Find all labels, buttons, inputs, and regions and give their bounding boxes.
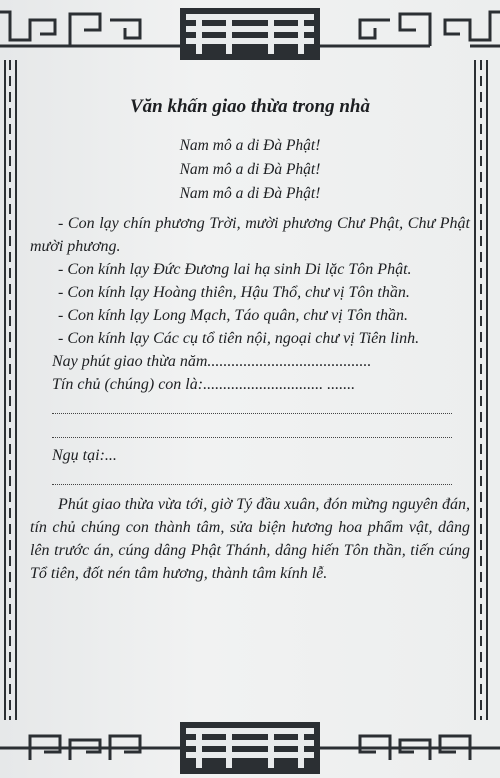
prayer-text: [30, 96, 470, 601]
blank-dotted-line: [52, 396, 452, 414]
invocation-line: Nam mô a di Đà Phật!: [179, 161, 321, 178]
prayer-paragraph: - Con kính lạy Đức Đương lai hạ sinh Di lặc Tôn Phật.: [58, 261, 412, 278]
fill-line-year: Nay phút giao thừa năm.........................................: [52, 353, 372, 370]
closing-paragraph: Phút giao thừa vừa tới, giờ Tý đầu xuân, đón mừng nguyên đán, tín chủ chúng con thành tâm, sửa biện hương hoa phẩm vật, dâng lên trước án, cúng dâng Phật Thánh, dâng hiến Tôn thần, tiến cúng Tổ tiên, đốt nén tâm hương, thành tâm kính lễ.: [30, 496, 470, 582]
blank-dotted-line: [52, 467, 452, 485]
prayer-paragraph: - Con kính lạy Hoàng thiên, Hậu Thổ, chư vị Tôn thần.: [58, 284, 410, 301]
invocation-line: Nam mô a di Đà Phật!: [179, 137, 321, 154]
page-title: Văn khấn giao thừa trong nhà: [129, 96, 370, 117]
blank-dotted-line: [52, 420, 452, 438]
ornamental-border-bottom: [0, 718, 500, 778]
ornamental-border-right: [472, 60, 490, 720]
prayer-paragraph: - Con kính lạy Các cụ tổ tiên nội, ngoại chư vị Tiên linh.: [58, 330, 420, 347]
prayer-paragraph: - Con lạy chín phương Trời, mười phương Chư Phật, Chư Phật mười phương.: [30, 215, 470, 255]
ornamental-border-top: [0, 0, 500, 70]
invocation-line: Nam mô a di Đà Phật!: [179, 185, 321, 202]
fill-line-believer: Tín chủ (chúng) con là:.............................. .......: [52, 376, 356, 393]
invocation-block: [30, 134, 470, 206]
ornamental-border-left: [2, 60, 20, 720]
prayer-paragraph: - Con kính lạy Long Mạch, Táo quân, chư vị Tôn thần.: [58, 307, 409, 324]
fill-line-address: Ngụ tại:...: [52, 447, 117, 464]
